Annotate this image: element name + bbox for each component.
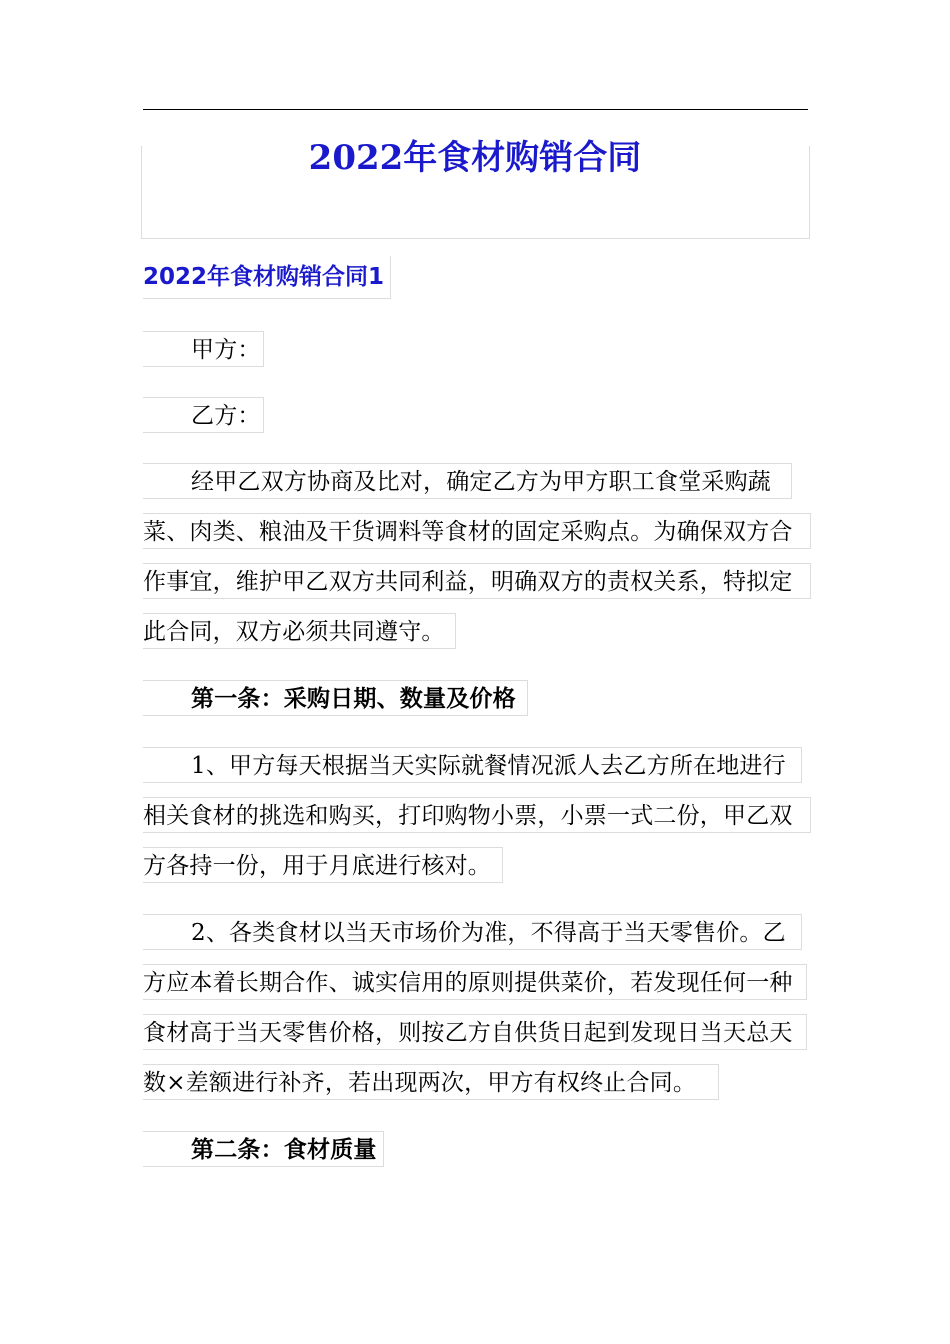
article-2-heading: 第二条：食材质量 <box>143 1131 384 1167</box>
intro-line-1: 经甲乙双方协商及比对，确定乙方为甲方职工食堂采购蔬 <box>143 463 792 499</box>
intro-line-4: 此合同，双方必须共同遵守。 <box>143 613 456 649</box>
intro-line-3: 作事宜，维护甲乙双方共同利益，明确双方的责权关系，特拟定 <box>143 563 811 599</box>
party-a-label: 甲方： <box>143 331 264 367</box>
article-1-item-1-line-2: 相关食材的挑选和购买，打印购物小票，小票一式二份，甲乙双 <box>143 797 811 833</box>
article-1-item-1-line-1: 1、甲方每天根据当天实际就餐情况派人去乙方所在地进行 <box>143 747 802 783</box>
article-1-item-1-line-3: 方各持一份，用于月底进行核对。 <box>143 847 503 883</box>
article-1-item-2-line-2: 方应本着长期合作、诚实信用的原则提供菜价，若发现任何一种 <box>143 964 807 1000</box>
party-b-label: 乙方： <box>143 397 264 433</box>
intro-line-2: 菜、肉类、粮油及干货调料等食材的固定采购点。为确保双方合 <box>143 513 811 549</box>
section-title: 2022年食材购销合同1 <box>143 256 391 299</box>
header-rule <box>143 109 808 110</box>
article-1-heading: 第一条：采购日期、数量及价格 <box>143 680 528 716</box>
article-1-item-2-line-1: 2、各类食材以当天市场价为准，不得高于当天零售价。乙 <box>143 914 802 950</box>
document-title: 2022年食材购销合同 <box>308 138 642 178</box>
article-1-item-2-line-4: 数×差额进行补齐，若出现两次，甲方有权终止合同。 <box>143 1064 719 1100</box>
article-1-item-2-line-3: 食材高于当天零售价格，则按乙方自供货日起到发现日当天总天 <box>143 1014 807 1050</box>
